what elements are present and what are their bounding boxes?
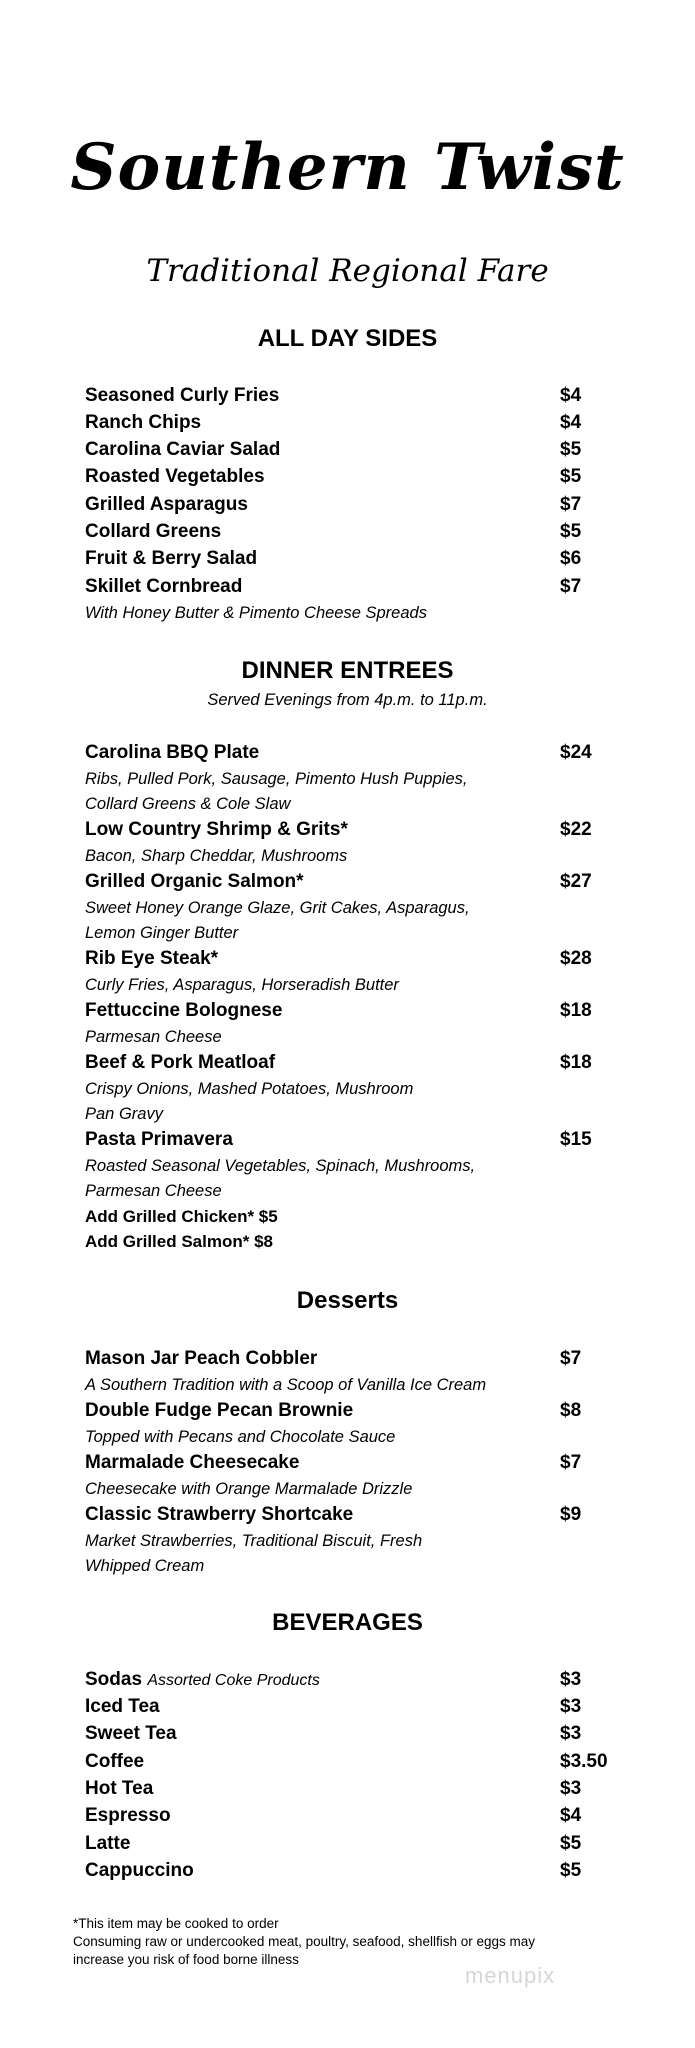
menu-item-price: $3 bbox=[560, 1723, 582, 1744]
menu-item-name: Rib Eye Steak* bbox=[85, 948, 219, 969]
menu-item-name: Pasta Primavera bbox=[85, 1129, 233, 1150]
menu-item-price: $18 bbox=[560, 1000, 592, 1021]
menu-item-name: Roasted Vegetables bbox=[85, 466, 265, 487]
menu-item-name: Hot Tea bbox=[85, 1778, 154, 1799]
menu-item-price: $3 bbox=[560, 1669, 582, 1690]
menu-item-price: $24 bbox=[560, 742, 592, 763]
menu-item-price: $9 bbox=[560, 1504, 582, 1525]
menu-item-description: A Southern Tradition with a Scoop of Vanilla Ice Cream bbox=[85, 1376, 487, 1394]
menu-item-price: $28 bbox=[560, 948, 592, 969]
footnote-cooked-to-order: *This item may be cooked to order bbox=[73, 1916, 279, 1931]
menu-item-name: Carolina Caviar Salad bbox=[85, 439, 281, 460]
menu-item-name: Seasoned Curly Fries bbox=[85, 385, 280, 406]
menu-item-price: $5 bbox=[560, 521, 582, 542]
section-title-desserts: Desserts bbox=[296, 1287, 399, 1314]
menu-item-description: Market Strawberries, Traditional Biscuit, Fresh bbox=[85, 1532, 423, 1550]
menu-item-price: $15 bbox=[560, 1129, 592, 1150]
section-title-sides: ALL DAY SIDES bbox=[257, 325, 438, 352]
menu-item-price: $3 bbox=[560, 1778, 582, 1799]
menu-item-name: Fettuccine Bolognese bbox=[85, 1000, 283, 1021]
menu-item-name: Double Fudge Pecan Brownie bbox=[85, 1400, 354, 1421]
beverage-name: Sodas bbox=[85, 1669, 143, 1690]
menu-item-name: Carolina BBQ Plate bbox=[85, 742, 260, 763]
menu-item-price: $18 bbox=[560, 1052, 592, 1073]
footnote-warning-cont: increase you risk of food borne illness bbox=[73, 1952, 299, 1967]
menu-item-price: $22 bbox=[560, 819, 592, 840]
menu-item-price: $4 bbox=[560, 412, 582, 433]
menu-item-name: Mason Jar Peach Cobbler bbox=[85, 1348, 318, 1369]
menu-item-name: Grilled Organic Salmon* bbox=[85, 871, 304, 892]
menu-item-name: Espresso bbox=[85, 1805, 171, 1826]
menu-item-description: Parmesan Cheese bbox=[85, 1182, 222, 1200]
menu-item-description: With Honey Butter & Pimento Cheese Spreads bbox=[85, 604, 427, 622]
section-title-entrees: DINNER ENTREES bbox=[241, 657, 454, 684]
menu-item-description: Lemon Ginger Butter bbox=[85, 924, 239, 942]
menu-item-name bbox=[85, 1669, 320, 1691]
addon-chicken: Add Grilled Chicken* $5 bbox=[85, 1207, 278, 1226]
menu-item-price: $4 bbox=[560, 1805, 582, 1826]
menu-item-price: $6 bbox=[560, 548, 582, 569]
menu-item-name: Sweet Tea bbox=[85, 1723, 177, 1744]
menu-item-price: $7 bbox=[560, 1452, 582, 1473]
menu-item-name: Latte bbox=[85, 1833, 131, 1854]
menu-item-price: $5 bbox=[560, 1833, 582, 1854]
menu-item-price: $3 bbox=[560, 1696, 582, 1717]
menu-item-description: Ribs, Pulled Pork, Sausage, Pimento Hush Puppies, bbox=[85, 770, 468, 788]
menu-item-price: $7 bbox=[560, 1348, 582, 1369]
menu-item-name: Collard Greens bbox=[85, 521, 222, 542]
watermark: menupix bbox=[465, 1963, 556, 1988]
menu-item-price: $27 bbox=[560, 871, 592, 892]
menu-item-description: Whipped Cream bbox=[85, 1557, 205, 1575]
menu-item-name: Low Country Shrimp & Grits* bbox=[85, 819, 348, 840]
menu-item-name: Beef & Pork Meatloaf bbox=[85, 1052, 276, 1073]
menu-item-price: $7 bbox=[560, 494, 582, 515]
menu-item-description: Topped with Pecans and Chocolate Sauce bbox=[85, 1428, 396, 1446]
section-title-beverages: BEVERAGES bbox=[272, 1609, 423, 1636]
tagline: Traditional Regional Fare bbox=[146, 253, 549, 289]
menu-item-name: Iced Tea bbox=[85, 1696, 160, 1717]
menu-item-name: Marmalade Cheesecake bbox=[85, 1452, 300, 1473]
addon-salmon: Add Grilled Salmon* $8 bbox=[85, 1232, 273, 1251]
menu-item-description: Collard Greens & Cole Slaw bbox=[85, 795, 291, 813]
menu-item-name: Cappuccino bbox=[85, 1860, 194, 1881]
menu-item-price: $5 bbox=[560, 439, 582, 460]
menu-item-description: Crispy Onions, Mashed Potatoes, Mushroom bbox=[85, 1080, 414, 1098]
menu-item-name: Coffee bbox=[85, 1751, 145, 1772]
menu-item-description: Sweet Honey Orange Glaze, Grit Cakes, Asparagus, bbox=[85, 899, 470, 917]
menu-item-description: Bacon, Sharp Cheddar, Mushrooms bbox=[85, 847, 348, 865]
menu-item-price: $3.50 bbox=[560, 1751, 608, 1772]
menu-item-name: Ranch Chips bbox=[85, 412, 202, 433]
menu-item-price: $7 bbox=[560, 576, 582, 597]
menu-item-name: Fruit & Berry Salad bbox=[85, 548, 258, 569]
menu-item-description: Roasted Seasonal Vegetables, Spinach, Mushrooms, bbox=[85, 1157, 476, 1175]
footnote-warning: Consuming raw or undercooked meat, poultry, seafood, shellfish or eggs may bbox=[73, 1934, 535, 1949]
menu-item-name: Grilled Asparagus bbox=[85, 494, 248, 515]
sodas-note: Assorted Coke Products bbox=[147, 1672, 320, 1689]
menu-item-price: $4 bbox=[560, 385, 582, 406]
section-note-hours: Served Evenings from 4p.m. to 11p.m. bbox=[207, 691, 488, 709]
menu-item-description: Curly Fries, Asparagus, Horseradish Butter bbox=[85, 976, 399, 994]
menu-item-price: $5 bbox=[560, 1860, 582, 1881]
menu-item-description: Pan Gravy bbox=[85, 1105, 163, 1123]
menu-item-description: Cheesecake with Orange Marmalade Drizzle bbox=[85, 1480, 413, 1498]
menu-item-description: Parmesan Cheese bbox=[85, 1028, 222, 1046]
menu-item-name: Skillet Cornbread bbox=[85, 576, 243, 597]
menu-item-price: $5 bbox=[560, 466, 582, 487]
restaurant-name: Southern Twist bbox=[70, 130, 625, 205]
menu-item-name: Classic Strawberry Shortcake bbox=[85, 1504, 354, 1525]
menu-item-price: $8 bbox=[560, 1400, 582, 1421]
